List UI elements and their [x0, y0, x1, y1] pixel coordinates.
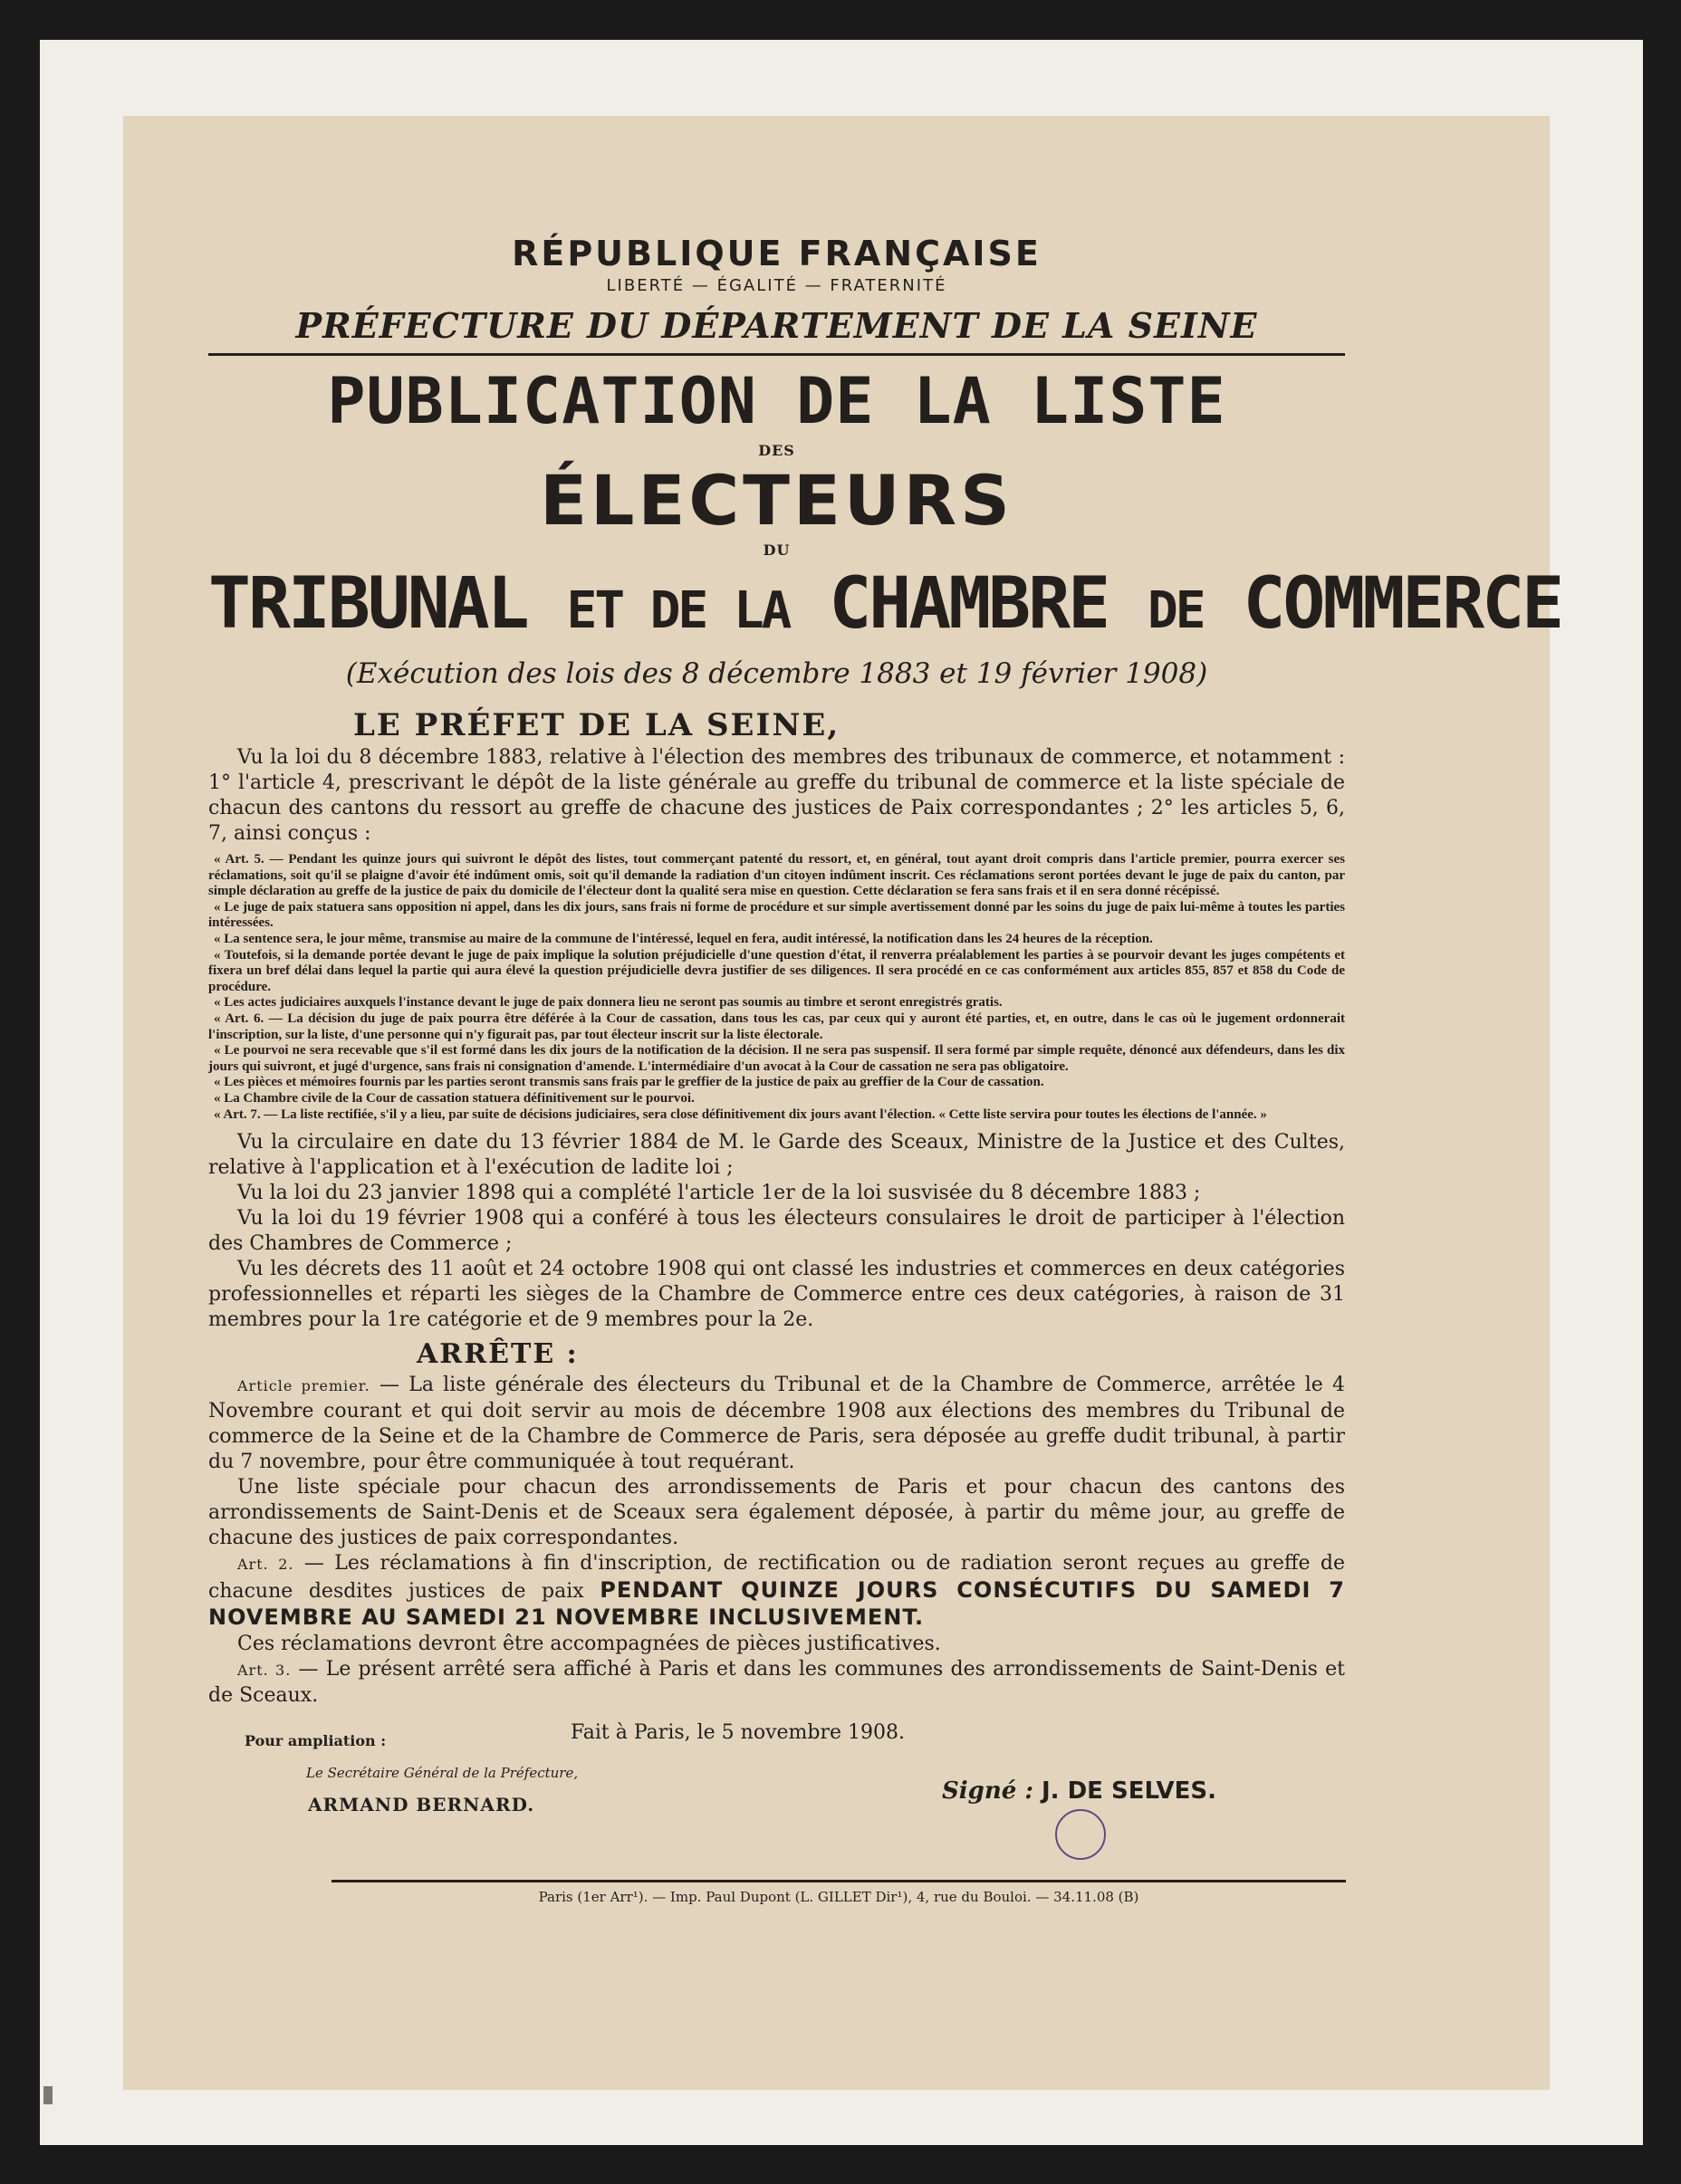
- quoted-article: « La Chambre civile de la Cour de cassation statuera définitivement sur le pourvoi.: [214, 1090, 695, 1106]
- signature: [942, 1777, 1216, 1805]
- secretaire-general: Le Secrétaire Général de la Préfecture,: [306, 1765, 579, 1782]
- devise: LIBERTÉ — ÉGALITÉ — FRATERNITÉ: [606, 276, 947, 295]
- imprint-rule: [331, 1880, 1346, 1882]
- pour-ampliation: Pour ampliation :: [245, 1732, 387, 1750]
- archive-stamp-icon: [1055, 1809, 1106, 1860]
- article-2-dates: PENDANT QUINZE JOURS CONSÉCUTIFS DU SAMEDI 7 NOVEMBRE AU SAMEDI 21 NOVEMBRE INCLUSIVEMENT.: [208, 1577, 1346, 1631]
- vu-paragraph: Vu la loi du 23 janvier 1898 qui a complété l'article 1er de la loi susvisée du 8 décembre 1883 ;: [237, 1182, 1201, 1205]
- title-electeurs: ÉLECTEURS: [540, 460, 1013, 541]
- quoted-article: « Art. 5. — Pendant les quinze jours qui suivront le dépôt des listes, tout commerçant patenté du ressort, et, en général, tout ayant droit compris dans l'article premier, pourra exercer ses réclamations, soit qu'il se plaigne d'avoir été indûment omis, soit qu'il demande la radiation d'un citoyen indûment inscrit. Ces réclamations seront portées devant le juge de paix du canton, par simple déclaration au greffe de la justice de paix du domicile de l'électeur dont la qualité sera mise en question. Cette déclaration se fera sans frais et il en sera donné récépissé.: [208, 852, 1345, 899]
- de-word: DE: [1148, 581, 1204, 640]
- article-2-label: Art. 2.: [237, 1556, 294, 1574]
- signe-label: Signé :: [942, 1777, 1033, 1806]
- article-1-paragraph-2: Une liste spéciale pour chacun des arrondissements de Paris et pour chacun des cantons des arrondissements de Saint-Denis et de Sceaux sera également déposée, à partir du même jour, au greffe de chacune des justices de paix correspondantes.: [208, 1476, 1345, 1550]
- article-3: [208, 1657, 1345, 1709]
- mount-clip-icon: [43, 2086, 53, 2104]
- printer-imprint: Paris (1er Arr¹). — Imp. Paul Dupont (L. GILLET Dir¹), 4, rue du Bouloi. — 34.11.08 (B): [538, 1889, 1139, 1905]
- et-de-la-word: ET DE LA: [566, 581, 790, 640]
- quoted-articles: [208, 852, 1345, 1123]
- prefet-heading: LE PRÉFET DE LA SEINE,: [353, 707, 840, 743]
- article-3-text: — Le présent arrêté sera affiché à Paris et dans les communes des arrondissements de Saint-Denis et de Sceaux.: [208, 1658, 1346, 1708]
- title-des: DES: [758, 442, 795, 459]
- quoted-article: « Les pièces et mémoires fournis par les parties seront transmis sans frais par le greffier de la justice de paix au greffier de la Cour de cassation.: [214, 1075, 1044, 1090]
- article-1: [208, 1373, 1345, 1475]
- quoted-article: « Art. 7. — La liste rectifiée, s'il y a lieu, par suite de décisions judiciaires, sera close définitivement dix jours avant l'élection. « Cette liste servira pour toutes les élections de l'année. »: [214, 1106, 1267, 1122]
- article-2-paragraph-2: Ces réclamations devront être accompagnées de pièces justificatives.: [237, 1633, 941, 1656]
- article-1-label: Article premier.: [237, 1377, 370, 1395]
- signature-block: [208, 1721, 1345, 1857]
- vu-paragraph: Vu la circulaire en date du 13 février 1884 de M. le Garde des Sceaux, Ministre de la Justice et des Cultes, relative à l'application et à l'exécution de ladite loi ;: [208, 1131, 1345, 1180]
- quoted-article: « Art. 6. — La décision du juge de paix pourra être déférée à la Cour de cassation, dans tous les cas, par ceux qui y auront été parties, et, en outre, dans le cas où le jugement ordonnerait l'inscription, sur la liste, d'une personne qui n'y figurait pas, par tout électeur inscrit sur la liste électorale.: [208, 1011, 1345, 1042]
- quoted-article: « Le pourvoi ne sera recevable que s'il est formé dans les dix jours de la notification de la décision. Il ne sera pas suspensif. Il sera formé par simple requête, dénoncé aux défendeurs, dans les dix jours qui suivront, et jugé d'urgence, sans frais ni consignation d'amende. L'intermédiaire d'un avocat à la Cour de cassation ne sera pas obligatoire.: [208, 1043, 1345, 1074]
- quoted-article: « La sentence sera, le jour même, transmise au maire de la commune de l'intéressé, lequel en fera, audit intéressé, la notification dans les 24 heures de la réception.: [214, 931, 1153, 946]
- prefecture-heading: PRÉFECTURE DU DÉPARTEMENT DE LA SEINE: [295, 305, 1258, 346]
- article-1-text: — La liste générale des électeurs du Tribunal et de la Chambre de Commerce, arrêtée le 4 Novembre courant et qui doit servir au mois de décembre 1908 aux élections des membres du Tribunal de commerce de la Seine et de la Chambre de Commerce de Paris, sera déposée au greffe dudit tribunal, à partir du 7 novembre, pour être communiquée à tout requérant.: [208, 1374, 1346, 1474]
- chambre-word: CHAMBRE: [829, 563, 1109, 645]
- title-du: DU: [763, 541, 791, 559]
- quoted-article: « Les actes judiciaires auxquels l'instance devant le juge de paix donnera lieu ne seront pas soumis au timbre et seront enregistrés gratis.: [214, 995, 1003, 1011]
- arrete-heading: ARRÊTE :: [417, 1338, 579, 1371]
- header-rule: [208, 353, 1345, 356]
- poster-content: [208, 234, 1562, 1857]
- quoted-article: « Toutefois, si la demande portée devant le juge de paix implique la solution préjudicielle d'une question d'état, il renverra préalablement les parties à se pourvoir devant les juges compétents et fixera un bref délai dans lequel la partie qui aura élevé la question préjudicielle devra justifier de ses diligences. Il sera procédé en ce cas conformément aux articles 855, 857 et 858 du Code de procédure.: [208, 947, 1345, 994]
- quoted-article: « Le juge de paix statuera sans opposition ni appel, dans les dix jours, sans frais ni forme de procédure et sur simple avertissement donné par les soins du juge de paix lui-même à toutes les parties intéressées.: [208, 899, 1345, 931]
- intro-paragraph: Vu la loi du 8 décembre 1883, relative à l'élection des membres des tribunaux de commerce, et notamment : 1° l'article 4, prescrivant le dépôt de la liste générale au greffe du tribunal de commerce et la liste spéciale de chacun des cantons du ressort au greffe de chacune des justices de Paix correspondantes ; 2° les articles 5, 6, 7, ainsi conçus :: [208, 746, 1345, 845]
- article-2-text: — Les réclamations à fin d'inscription, de rectification ou de radiation seront reçues au greffe de chacune desdites justices de paix: [208, 1552, 1345, 1604]
- title-tribunal: [208, 560, 1562, 655]
- vus-block: [208, 1130, 1345, 1333]
- commerce-word: COMMERCE: [1243, 563, 1562, 645]
- republique-heading: RÉPUBLIQUE FRANÇAISE: [512, 234, 1042, 273]
- tribunal-word: TRIBUNAL: [208, 563, 527, 645]
- article-2: [208, 1551, 1345, 1632]
- vu-paragraph: Vu les décrets des 11 août et 24 octobre 1908 qui ont classé les industries et commerces en deux catégories professionnelles et réparti les sièges de la Chambre de Commerce entre ces deux catégories, à raison de 31 membres pour la 1re catégorie et de 9 membres pour la 2e.: [208, 1258, 1345, 1332]
- article-3-label: Art. 3.: [237, 1662, 292, 1680]
- execution-subtitle: (Exécution des lois des 8 décembre 1883 et 19 février 1908): [345, 657, 1208, 690]
- fait-a-paris: Fait à Paris, le 5 novembre 1908.: [571, 1721, 905, 1745]
- title-publication: PUBLICATION DE LA LISTE: [327, 364, 1226, 438]
- vu-paragraph: Vu la loi du 19 février 1908 qui a conféré à tous les électeurs consulaires le droit de participer à l'élection des Chambres de Commerce ;: [208, 1207, 1345, 1256]
- armand-bernard: ARMAND BERNARD.: [308, 1794, 535, 1816]
- signe-name: J. DE SELVES.: [1042, 1777, 1216, 1806]
